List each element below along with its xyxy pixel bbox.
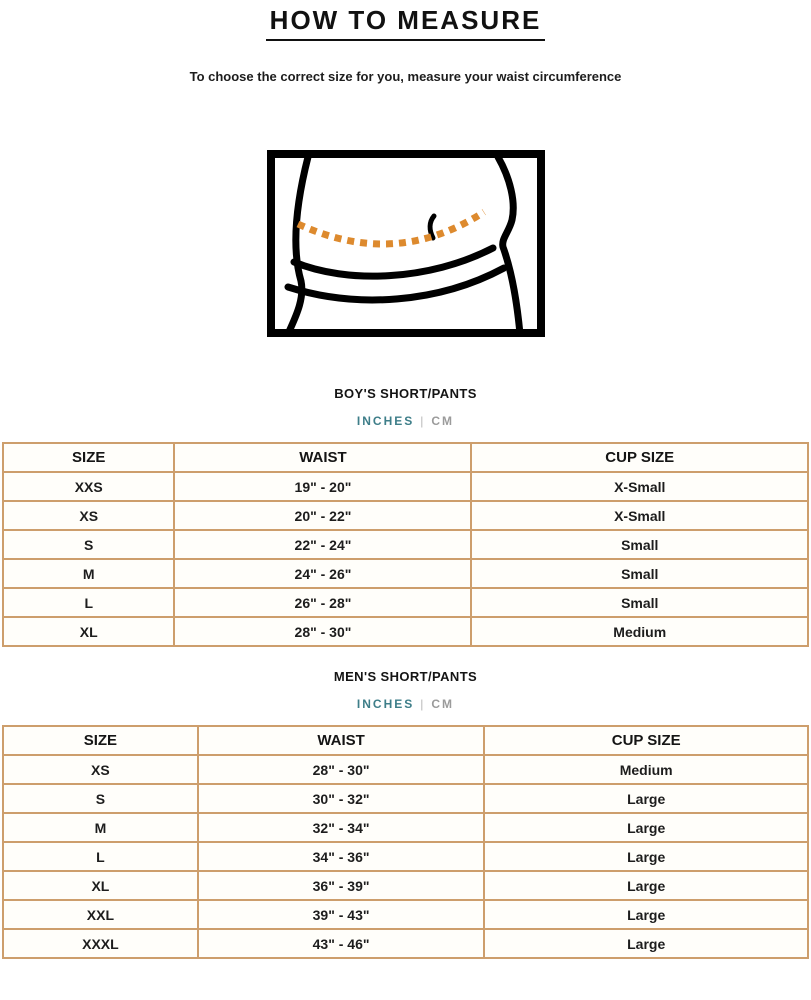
column-header: SIZE — [3, 443, 174, 472]
column-header: WAIST — [174, 443, 471, 472]
table-cell: 28" - 30" — [198, 755, 485, 784]
cm-toggle[interactable]: CM — [431, 414, 455, 428]
table-cell: XS — [3, 755, 198, 784]
table-cell: 39" - 43" — [198, 900, 485, 929]
table-row — [3, 617, 808, 646]
boys-unit-toggle — [0, 414, 811, 428]
table-cell: X-Small — [471, 472, 808, 501]
mens-size-table — [2, 725, 809, 959]
table-cell: 19" - 20" — [174, 472, 471, 501]
table-cell: 30" - 32" — [198, 784, 485, 813]
table-row — [3, 472, 808, 501]
table-cell: L — [3, 842, 198, 871]
table-cell: XXL — [3, 900, 198, 929]
inches-toggle[interactable]: INCHES — [356, 414, 415, 428]
table-row — [3, 813, 808, 842]
table-row — [3, 929, 808, 958]
table-header-row — [3, 443, 808, 472]
table-cell: 22" - 24" — [174, 530, 471, 559]
table-row — [3, 501, 808, 530]
unit-separator: | — [420, 697, 426, 711]
table-row — [3, 842, 808, 871]
table-row — [3, 900, 808, 929]
table-row — [3, 871, 808, 900]
table-cell: 34" - 36" — [198, 842, 485, 871]
table-cell: 24" - 26" — [174, 559, 471, 588]
table-cell: M — [3, 813, 198, 842]
column-header: WAIST — [198, 726, 485, 755]
boys-section-title: BOY'S SHORT/PANTS — [334, 386, 477, 401]
table-row — [3, 530, 808, 559]
table-cell: XXS — [3, 472, 174, 501]
table-cell: 20" - 22" — [174, 501, 471, 530]
table-cell: Medium — [484, 755, 808, 784]
table-cell: Small — [471, 559, 808, 588]
table-cell: XXXL — [3, 929, 198, 958]
measure-instruction-text: To choose the correct size for you, measure your waist circumference — [189, 69, 622, 84]
table-cell: Large — [484, 929, 808, 958]
table-cell: M — [3, 559, 174, 588]
page-title: HOW TO MEASURE — [266, 5, 546, 41]
table-cell: 36" - 39" — [198, 871, 485, 900]
boys-size-table — [2, 442, 809, 647]
mens-unit-toggle — [0, 697, 811, 711]
table-cell: 32" - 34" — [198, 813, 485, 842]
column-header: CUP SIZE — [471, 443, 808, 472]
table-cell: S — [3, 784, 198, 813]
table-cell: Medium — [471, 617, 808, 646]
table-cell: Large — [484, 784, 808, 813]
table-cell: X-Small — [471, 501, 808, 530]
unit-separator: | — [420, 414, 426, 428]
table-cell: Large — [484, 871, 808, 900]
inches-toggle[interactable]: INCHES — [356, 697, 415, 711]
table-cell: Small — [471, 530, 808, 559]
table-row — [3, 588, 808, 617]
table-cell: XL — [3, 871, 198, 900]
table-row — [3, 755, 808, 784]
table-cell: L — [3, 588, 174, 617]
table-cell: Large — [484, 813, 808, 842]
table-cell: 28" - 30" — [174, 617, 471, 646]
table-cell: 43" - 46" — [198, 929, 485, 958]
column-header: SIZE — [3, 726, 198, 755]
cm-toggle[interactable]: CM — [431, 697, 455, 711]
table-cell: Small — [471, 588, 808, 617]
table-cell: S — [3, 530, 174, 559]
table-cell: Large — [484, 842, 808, 871]
mens-section-title: MEN'S SHORT/PANTS — [333, 669, 478, 684]
table-row — [3, 559, 808, 588]
table-row — [3, 784, 808, 813]
table-cell: XL — [3, 617, 174, 646]
table-header-row — [3, 726, 808, 755]
table-cell: Large — [484, 900, 808, 929]
table-cell: XS — [3, 501, 174, 530]
waist-measurement-diagram-icon — [267, 150, 545, 337]
column-header: CUP SIZE — [484, 726, 808, 755]
table-cell: 26" - 28" — [174, 588, 471, 617]
